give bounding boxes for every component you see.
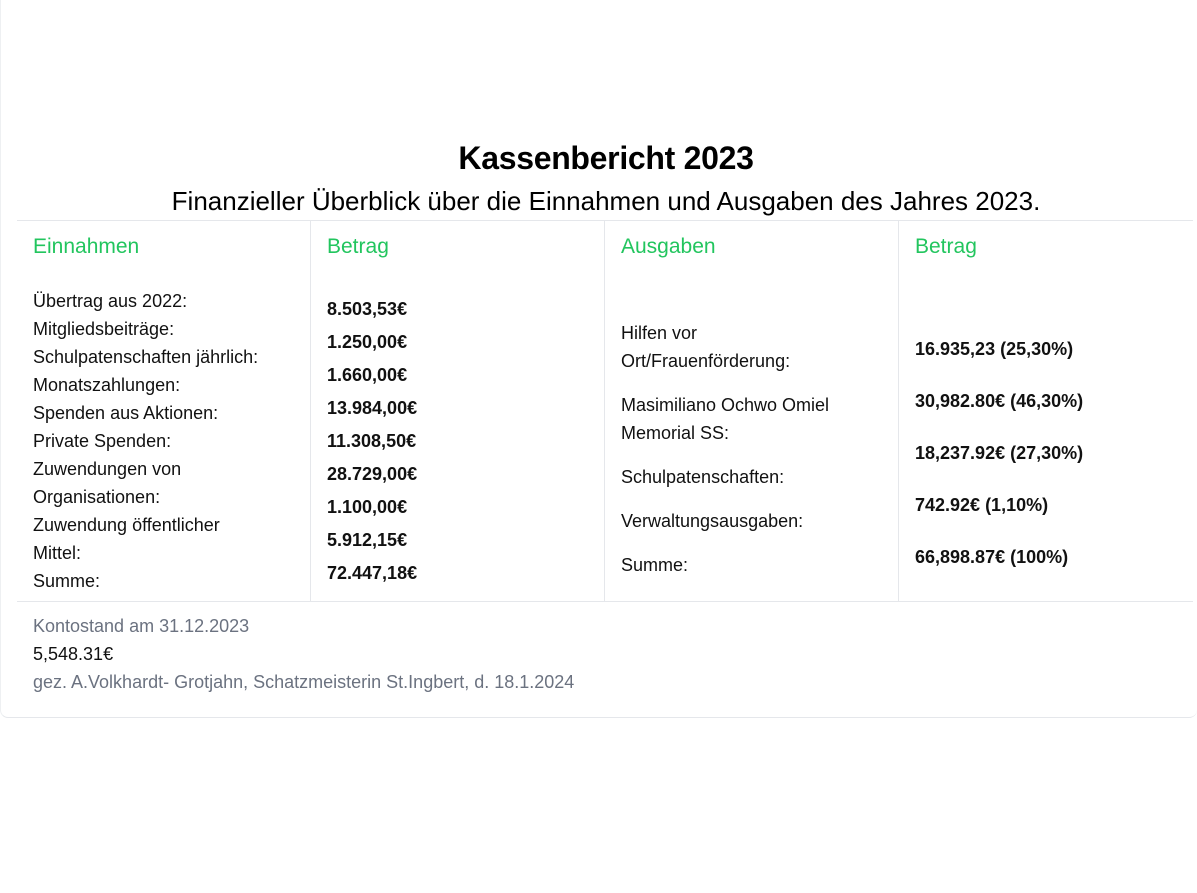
income-amount: 1.250,00€	[327, 332, 408, 352]
expense-item: Hilfen vor Ort/Frauenförderung:	[621, 323, 791, 371]
income-amount: 1.660,00€	[327, 365, 408, 385]
finance-table	[17, 220, 1193, 602]
page-title: Kassenbericht 2023	[458, 140, 754, 176]
income-item: Monatszahlungen:	[33, 375, 181, 395]
expense-item: Schulpatenschaften:	[621, 467, 785, 487]
income-amount: 13.984,00€	[327, 398, 418, 418]
income-item: Zuwendung öffentlicher	[33, 515, 220, 535]
expense-item: Verwaltungsausgaben:	[621, 511, 804, 531]
expense-amount: 18,237.92€ (27,30%)	[915, 443, 1084, 463]
income-item: Mitgliedsbeiträge:	[33, 319, 175, 339]
expense-header: Ausgaben	[621, 235, 716, 258]
expense-column	[605, 221, 899, 601]
expense-item: Summe:	[621, 555, 689, 575]
balance-label: Kontostand am 31.12.2023	[33, 616, 250, 636]
income-item: Übertrag aus 2022:	[33, 291, 188, 311]
income-item: Organisationen:	[33, 487, 161, 507]
income-amount: 8.503,53€	[327, 299, 408, 319]
expense-list	[621, 319, 871, 595]
expense-amount-list	[915, 335, 1083, 595]
income-item: Spenden aus Aktionen:	[33, 403, 219, 423]
expense-amount: 742.92€ (1,10%)	[915, 495, 1049, 515]
income-item: Zuwendungen von	[33, 459, 182, 479]
income-amount: 1.100,00€	[327, 497, 408, 517]
expense-amount: 30,982.80€ (46,30%)	[915, 391, 1084, 411]
report-footer	[33, 612, 574, 696]
expense-amount-column	[899, 221, 1193, 601]
income-item: Mittel:	[33, 543, 82, 563]
expense-amount-header: Betrag	[915, 235, 977, 258]
income-amount-column	[311, 221, 605, 601]
page-subtitle: Finanzieller Überblick über die Einnahmen und Ausgaben des Jahres 2023.	[171, 186, 1041, 216]
balance-value: 5,548.31€	[33, 644, 114, 664]
income-item: Private Spenden:	[33, 431, 172, 451]
income-amount: 11.308,50€	[327, 431, 417, 451]
income-amount-list	[327, 293, 417, 590]
income-header: Einnahmen	[33, 235, 140, 258]
income-amount: 5.912,15€	[327, 530, 408, 550]
income-column	[17, 221, 311, 601]
income-list	[33, 287, 258, 595]
income-item: Summe:	[33, 571, 101, 591]
income-item: Schulpatenschaften jährlich:	[33, 347, 259, 367]
expense-item: Masimiliano Ochwo Omiel Memorial SS:	[621, 395, 830, 443]
expense-amount: 16.935,23 (25,30%)	[915, 339, 1074, 359]
income-amount: 28.729,00€	[327, 464, 418, 484]
income-amount-header: Betrag	[327, 235, 389, 258]
expense-amount: 66,898.87€ (100%)	[915, 547, 1069, 567]
income-amount: 72.447,18€	[327, 563, 418, 583]
signature-line: gez. A.Volkhardt- Grotjahn, Schatzmeisterin St.Ingbert, d. 18.1.2024	[33, 672, 575, 692]
